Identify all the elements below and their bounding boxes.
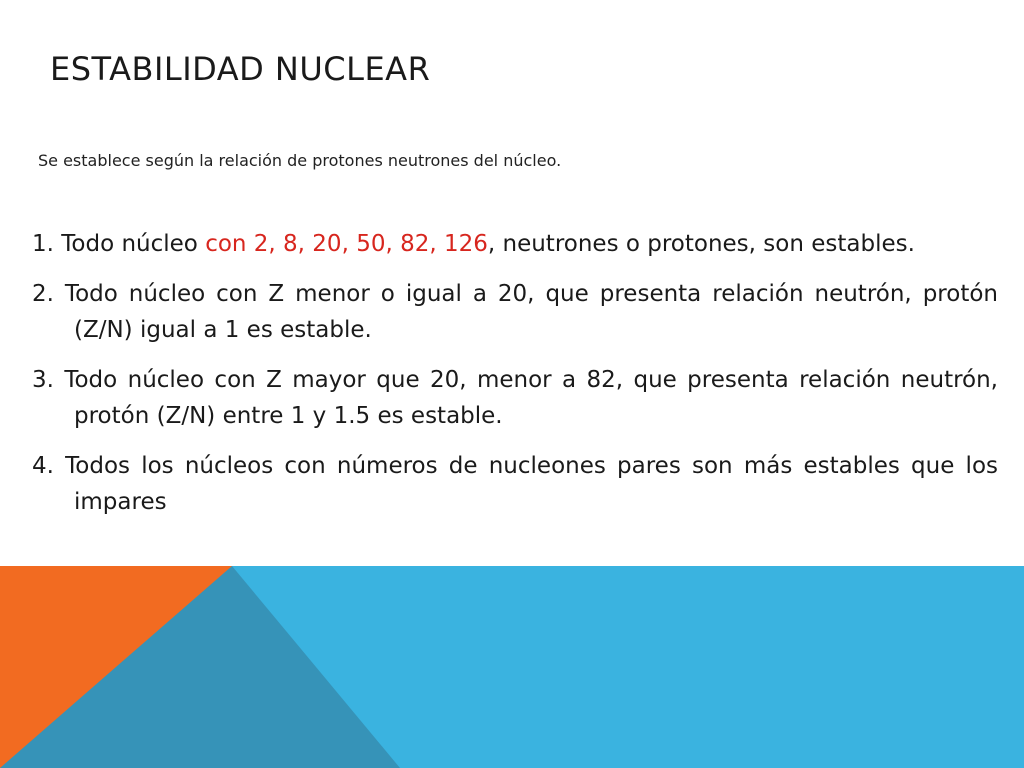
rule-text-before: Todo núcleo [61,231,206,257]
slide-title: ESTABILIDAD NUCLEAR [50,50,431,88]
slide-subtitle: Se establece según la relación de protones neutrones del núcleo. [38,151,562,170]
rule-number: 1. [32,231,62,257]
rule-text-after: , neutrones o protones, son estables. [487,231,915,257]
footer-decoration [0,566,1024,768]
rule-number: 3. [32,367,65,393]
rule-text: Todo núcleo con Z mayor que 20, menor a 82, que presenta relación neutrón, protón (Z/N) entre 1 y 1.5 es estable. [64,367,998,429]
rule-text: Todos los núcleos con números de nucleones pares son más estables que los impares [65,453,998,515]
rule-number: 2. [32,281,65,307]
rule-text: Todo núcleo con Z menor o igual a 20, que presenta relación neutrón, protón (Z/N) igual a 1 es estable. [64,281,998,343]
rule-number: 4. [32,453,66,479]
rules-list [32,226,998,534]
rule-highlight: con 2, 8, 20, 50, 82, 126 [205,231,488,257]
footer-shapes [0,566,1024,768]
rule-item-2 [32,276,998,348]
rule-item-4 [32,448,998,520]
rule-item-3 [32,362,998,434]
rule-item-1 [32,226,998,262]
